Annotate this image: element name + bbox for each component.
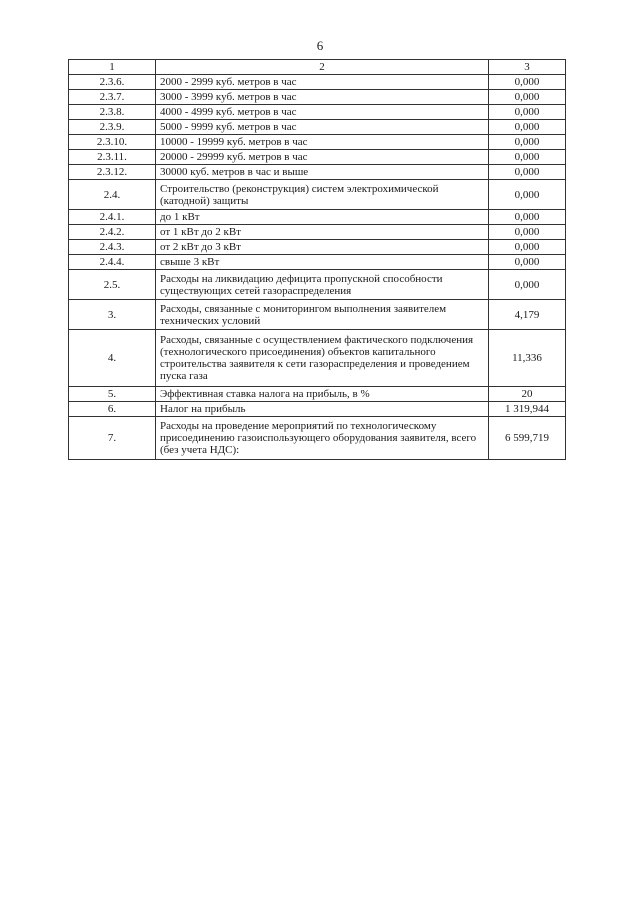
row-number: 2.3.12. (69, 165, 156, 180)
table-row (69, 330, 566, 387)
row-number: 6. (69, 402, 156, 417)
row-number: 2.4.4. (69, 255, 156, 270)
row-value: 0,000 (489, 225, 566, 240)
row-description: 10000 - 19999 куб. метров в час (156, 135, 489, 150)
row-description: от 2 кВт до 3 кВт (156, 240, 489, 255)
table-row (69, 402, 566, 417)
row-number: 5. (69, 387, 156, 402)
table-row (69, 387, 566, 402)
row-value: 4,179 (489, 300, 566, 330)
table-header-row (69, 60, 566, 75)
row-description: Расходы, связанные с мониторингом выполнения заявителем технических условий (156, 300, 489, 330)
row-value: 6 599,719 (489, 417, 566, 460)
row-value: 0,000 (489, 255, 566, 270)
page-number: 6 (316, 38, 324, 53)
row-description: 2000 - 2999 куб. метров в час (156, 75, 489, 90)
row-number: 2.3.7. (69, 90, 156, 105)
row-value: 1 319,944 (489, 402, 566, 417)
row-number: 2.5. (69, 270, 156, 300)
row-value: 20 (489, 387, 566, 402)
row-number: 7. (69, 417, 156, 460)
row-number: 4. (69, 330, 156, 387)
row-number: 2.4.3. (69, 240, 156, 255)
row-description: Расходы на проведение мероприятий по технологическому присоединению газоиспользующего оборудования заявителя, всего (без учета НДС): (156, 417, 489, 460)
row-value: 11,336 (489, 330, 566, 387)
row-value: 0,000 (489, 135, 566, 150)
row-number: 2.3.6. (69, 75, 156, 90)
row-value: 0,000 (489, 150, 566, 165)
table-row (69, 90, 566, 105)
row-number: 2.3.11. (69, 150, 156, 165)
table-row (69, 270, 566, 300)
table-row (69, 150, 566, 165)
row-description: до 1 кВт (156, 210, 489, 225)
row-value: 0,000 (489, 105, 566, 120)
table-row (69, 180, 566, 210)
table-row (69, 225, 566, 240)
table-row (69, 255, 566, 270)
row-number: 2.3.9. (69, 120, 156, 135)
table-row (69, 417, 566, 460)
row-description: Расходы, связанные с осуществлением фактического подключения (технологического присоединения) объектов капитального строительства заявителя к сети газораспределения и проведением пуска газа (156, 330, 489, 387)
row-description: Расходы на ликвидацию дефицита пропускной способности существующих сетей газораспределения (156, 270, 489, 300)
row-number: 2.4.2. (69, 225, 156, 240)
row-description: Строительство (реконструкция) систем электрохимической (катодной) защиты (156, 180, 489, 210)
row-description: 3000 - 3999 куб. метров в час (156, 90, 489, 105)
row-description: от 1 кВт до 2 кВт (156, 225, 489, 240)
row-description: 30000 куб. метров в час и выше (156, 165, 489, 180)
table-row (69, 120, 566, 135)
header-col-2: 2 (156, 60, 489, 75)
header-col-3: 3 (489, 60, 566, 75)
row-description: Эффективная ставка налога на прибыль, в % (156, 387, 489, 402)
row-value: 0,000 (489, 180, 566, 210)
row-number: 2.4.1. (69, 210, 156, 225)
row-description: 5000 - 9999 куб. метров в час (156, 120, 489, 135)
row-value: 0,000 (489, 75, 566, 90)
row-number: 2.4. (69, 180, 156, 210)
header-col-1: 1 (69, 60, 156, 75)
table-row (69, 105, 566, 120)
table-row (69, 210, 566, 225)
row-description: 20000 - 29999 куб. метров в час (156, 150, 489, 165)
table-row (69, 240, 566, 255)
table-row (69, 300, 566, 330)
row-number: 3. (69, 300, 156, 330)
row-description: 4000 - 4999 куб. метров в час (156, 105, 489, 120)
row-value: 0,000 (489, 240, 566, 255)
row-description: Налог на прибыль (156, 402, 489, 417)
row-number: 2.3.10. (69, 135, 156, 150)
row-description: свыше 3 кВт (156, 255, 489, 270)
table-row (69, 135, 566, 150)
cost-table (68, 59, 566, 460)
row-value: 0,000 (489, 120, 566, 135)
row-number: 2.3.8. (69, 105, 156, 120)
table-row (69, 75, 566, 90)
row-value: 0,000 (489, 165, 566, 180)
row-value: 0,000 (489, 270, 566, 300)
row-value: 0,000 (489, 90, 566, 105)
table-row (69, 165, 566, 180)
row-value: 0,000 (489, 210, 566, 225)
